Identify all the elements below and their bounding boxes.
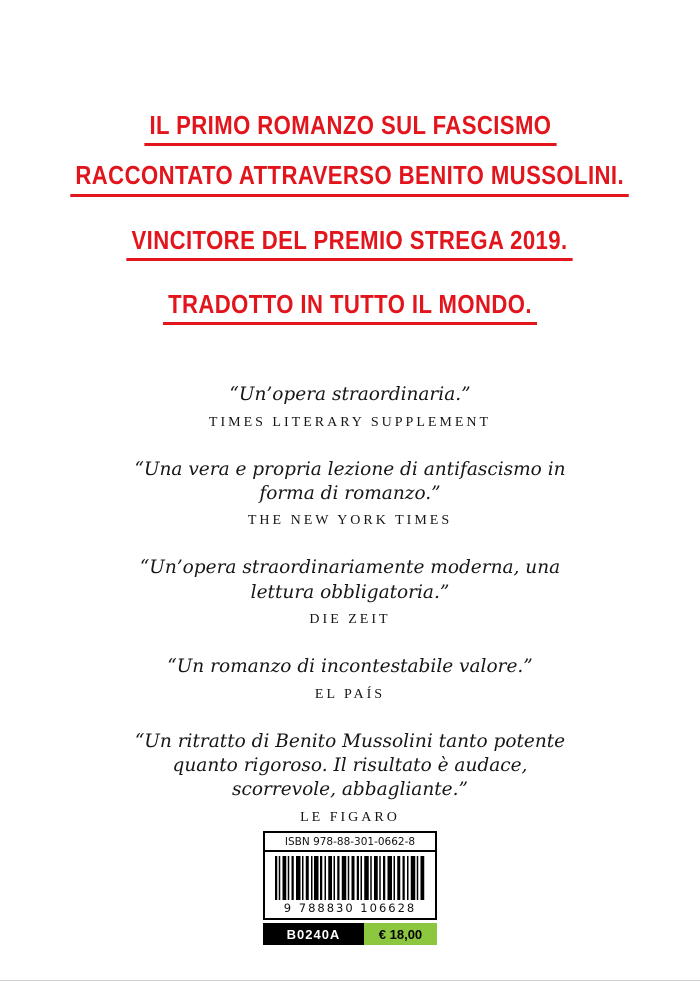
headline-text: RACCONTATO ATTRAVERSO BENITO MUSSOLINI. <box>71 162 630 196</box>
headline-block <box>0 0 700 325</box>
quote-text: “Un ritratto di Benito Mussolini tanto potente quanto rigoroso. Il risultato è audace, scorrevole, abbagliante.” <box>134 730 566 801</box>
press-quote <box>130 556 570 628</box>
quote-source: TIMES LITERARY SUPPLEMENT <box>208 414 492 430</box>
barcode-bars-icon <box>275 856 425 900</box>
quote-source: THE NEW YORK TIMES <box>247 513 453 529</box>
price-strip <box>263 923 437 945</box>
publisher-code: B0240A <box>263 923 364 945</box>
headline-text: TRADOTTO IN TUTTO IL MONDO. <box>163 291 537 325</box>
quote-source: EL PAÍS <box>314 686 386 702</box>
quote-source: DIE ZEIT <box>309 612 391 628</box>
press-quote <box>130 383 570 430</box>
barcode-block <box>263 831 437 945</box>
barcode-frame <box>263 831 437 920</box>
headline-line <box>0 224 700 261</box>
press-quotes <box>0 383 700 826</box>
headline-line <box>0 288 700 325</box>
quote-source: LE FIGARO <box>300 809 400 825</box>
headline-line <box>0 162 700 196</box>
price-tag: € 18,00 <box>364 923 437 945</box>
headline-text: VINCITORE DEL PREMIO STREGA 2019. <box>127 227 573 261</box>
headline-line <box>0 112 700 146</box>
quote-text: “Un’opera straordinariamente moderna, una lettura obbligatoria.” <box>139 557 561 603</box>
press-quote <box>130 730 570 826</box>
isbn-label: ISBN 978-88-301-0662-8 <box>265 833 435 852</box>
quote-text: “Una vera e propria lezione di antifascismo in forma di romanzo.” <box>134 458 566 504</box>
headline-text: IL PRIMO ROMANZO SUL FASCISMO <box>144 112 556 146</box>
quote-text: “Un’opera straordinaria.” <box>229 384 471 406</box>
press-quote <box>130 655 570 702</box>
press-quote <box>130 458 570 530</box>
barcode-digits: 9 788830 106628 <box>283 901 417 915</box>
quote-text: “Un romanzo di incontestabile valore.” <box>167 656 533 678</box>
